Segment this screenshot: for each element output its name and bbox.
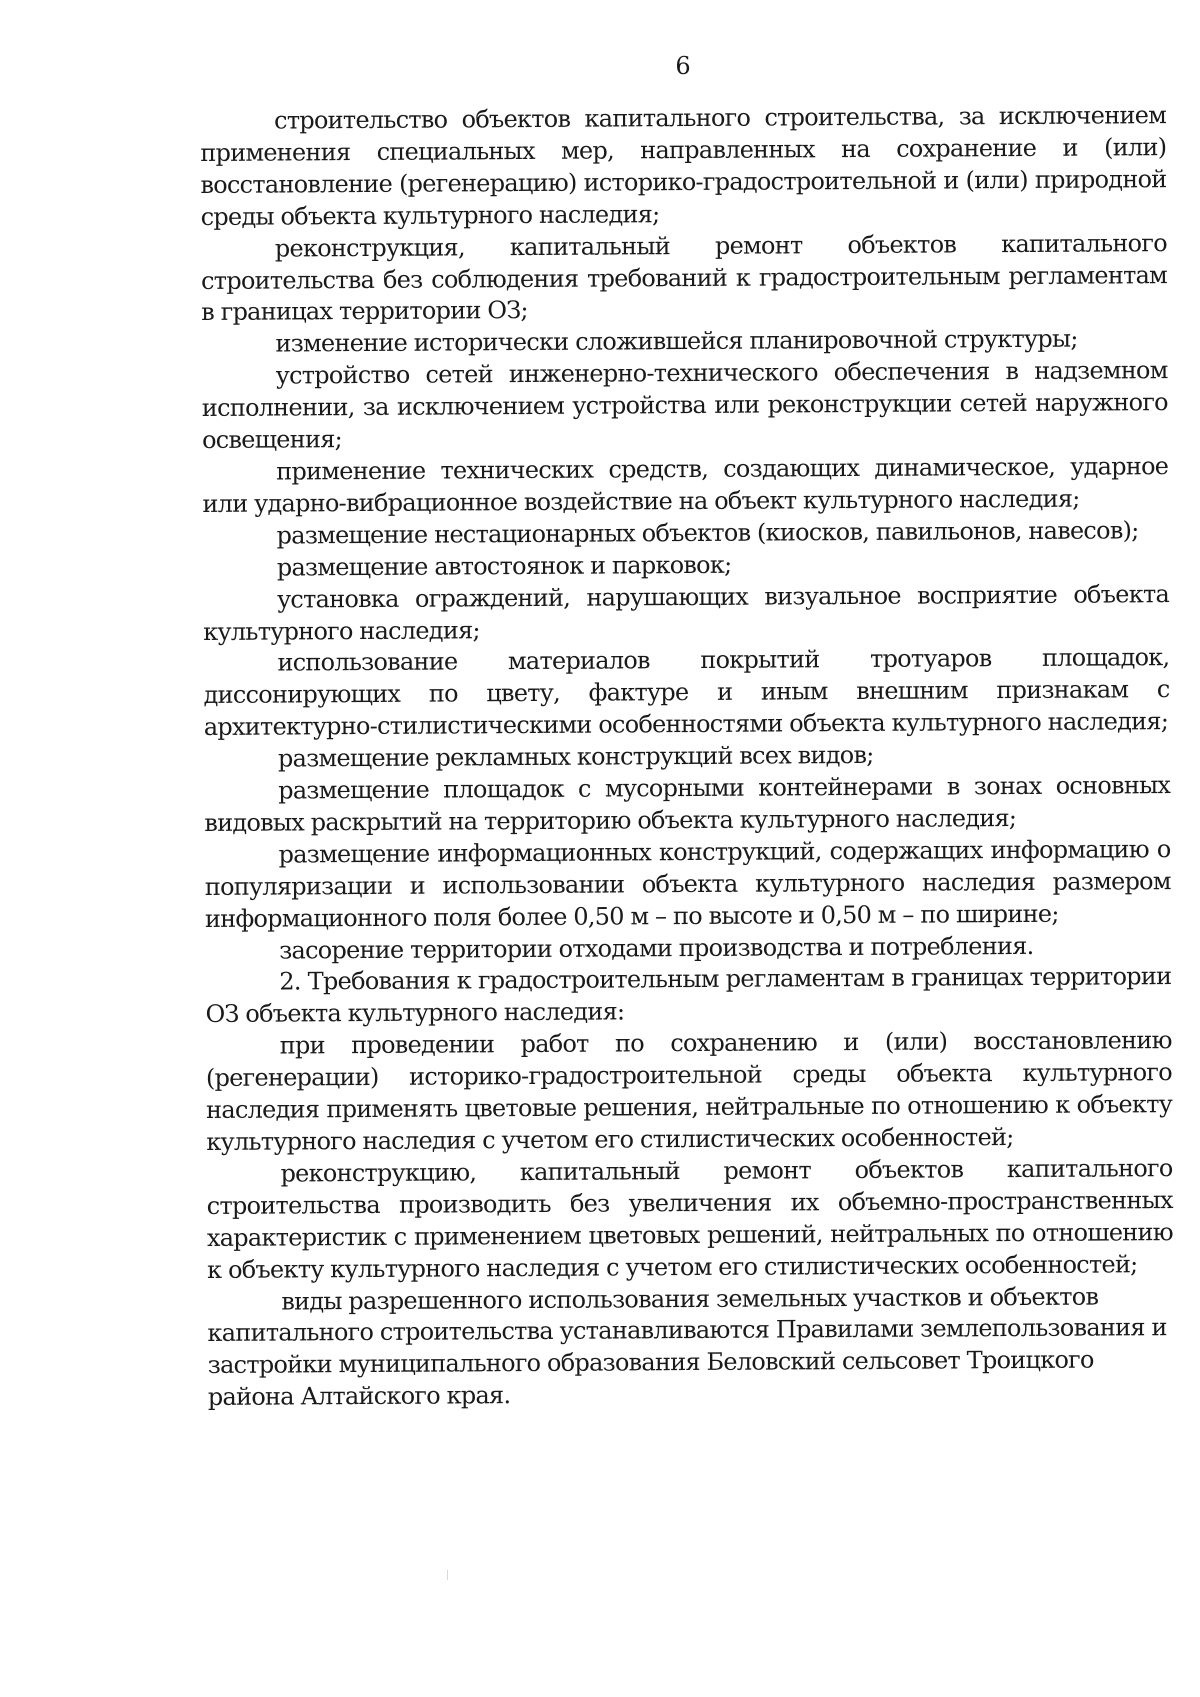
- section-heading-paragraph: 2. Требования к градостроительным регламентам в границах территории ОЗ объекта культурного наследия:: [205, 962, 1172, 1029]
- paragraph: размещение автостоянок и парковок;: [276, 550, 732, 582]
- paragraph: реконструкцию, капитальный ремонт объектов капитального строительства производить без увеличения их объемно-пространственных характеристик с применением цветовых решений, нейтральных по отношению к объекту культурного наследия с учетом его стилистических особенностей;: [206, 1153, 1173, 1284]
- scan-artifact-mark: [447, 1570, 448, 1580]
- paragraph: засорение территории отходами производства и потребления.: [279, 931, 1034, 965]
- paragraph: изменение исторически сложившейся планировочной структуры;: [275, 324, 1078, 358]
- paragraph: размещение рекламных конструкций всех видов;: [277, 741, 874, 773]
- paragraph: установка ограждений, нарушающих визуальное восприятие объекта культурного наследия;: [203, 579, 1170, 646]
- paragraph: размещение информационных конструкций, содержащих информацию о популяризации и использовании объекта культурного наследия размером информационного поля более 0,50 м – по высоте и 0,50 м – по ширине;: [204, 834, 1171, 933]
- paragraph: строительство объектов капитального строительства, за исключением применения специальных мер, направленных на сохранение и (или) восстановление (регенерацию) историко-градостроительной и (или) природной среды объекта культурного наследия;: [200, 101, 1167, 231]
- paragraph: реконструкция, капитальный ремонт объектов капитального строительства без соблюдения требований к градостроительным регламентам в границах территории ОЗ;: [200, 228, 1168, 327]
- page-number: 6: [675, 52, 691, 80]
- paragraph: размещение площадок с мусорными контейнерами в зонах основных видовых раскрытий на территорию объекта культурного наследия;: [204, 771, 1171, 837]
- paragraph: применение технических средств, создающих динамическое, ударное или ударно-вибрационное воздействие на объект культурного наследия;: [202, 452, 1169, 518]
- paragraph: использование материалов покрытий тротуаров площадок, диссонирующих по цвету, фактуре и иным внешним признакам с архитектурно-стилистическими особенностями объекта культурного наследия;: [203, 643, 1170, 742]
- paragraph: устройство сетей инженерно-технического обеспечения в надземном исполнении, за исключением устройства или реконструкции сетей наружного освещения;: [201, 356, 1168, 455]
- document-body: [200, 100, 1174, 1414]
- paragraph: размещение нестационарных объектов (киосков, павильонов, навесов);: [276, 516, 1139, 550]
- paragraph: при проведении работ по сохранению и (или) восстановлению (регенерации) историко-градостроительной среды объекта культурного наследия применять цветовые решения, нейтральные по отношению к объекту культурного наследия с учетом его стилистических особенностей;: [205, 1026, 1173, 1156]
- paragraph: виды разрешенного использования земельных участков и объектов капитального строительства устанавливаются Правилами землепользования и застройки муниципального образования Беловский сельсовет Троицкого района Алтайского края.: [207, 1282, 1167, 1412]
